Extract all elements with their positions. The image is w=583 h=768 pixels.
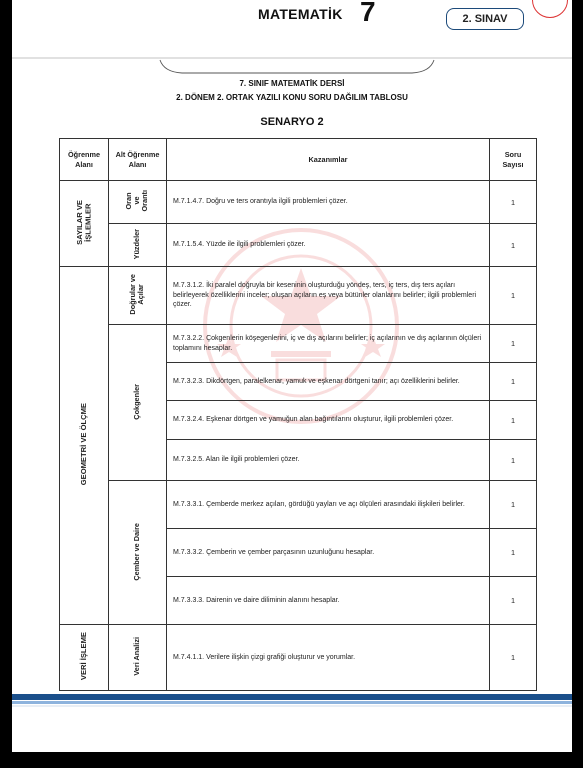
count-cell: 1 [490,625,537,691]
outcome-cell: M.7.4.1.1. Verilere ilişkin çizgi grafiği oluşturur ve yorumlar. [167,625,490,691]
sub-area-cell: Çember ve Daire [109,481,167,625]
outcome-cell: M.7.3.3.3. Dairenin ve daire diliminin alanını hesaplar. [167,577,490,625]
count-cell: 1 [490,577,537,625]
outcome-cell: M.7.1.5.4. Yüzde ile ilgili problemleri çözer. [167,224,490,267]
outcome-cell: M.7.3.2.5. Alan ile ilgili problemleri çözer. [167,440,490,481]
outcome-cell: M.7.3.2.3. Dikdörtgen, paralelkenar, yamuk ve eşkenar dörtgeni tanır; açı özelliklerini belirler. [167,363,490,401]
footer-band-pale [12,705,572,707]
table-row [60,181,537,224]
area-cell: SAYILAR VE İŞLEMLER [60,181,109,267]
grade-number: 7 [360,0,376,27]
col-header-sub-area: Alt Öğrenme Alanı [109,139,167,181]
count-cell: 1 [490,267,537,325]
sub-area-cell: Oran ve Orantı [109,181,167,224]
count-cell: 1 [490,481,537,529]
count-cell: 1 [490,440,537,481]
scenario-title: SENARYO 2 [260,116,324,128]
doc-title: 7. SINIF MATEMATİK DERSİ [239,79,345,88]
table-row [60,481,537,529]
count-cell: 1 [490,325,537,363]
table-row [60,267,537,325]
sub-area-cell: Veri Analizi [109,625,167,691]
table-row [60,625,537,691]
outcome-cell: M.7.3.3.1. Çemberde merkez açıları, gördüğü yayları ve açı ölçüleri arasındaki ilişkileri belirler. [167,481,490,529]
footer-band-light [12,701,572,704]
area-cell: VERİ İŞLEME [60,625,109,691]
subject-title: MATEMATİK [258,6,343,22]
table-row [60,325,537,363]
outcome-cell: M.7.3.2.2. Çokgenlerin köşegenlerini, iç ve dış açılarını belirler; iç açılarının ve dış açılarının ölçüleri toplamını hesaplar. [167,325,490,363]
footer-band [12,694,572,700]
table-row [60,224,537,267]
outcome-cell: M.7.3.2.4. Eşkenar dörtgen ve yamuğun alan bağıntılarını oluşturur, ilgili problemleri çözer. [167,401,490,440]
topic-distribution-table [59,138,537,691]
outcome-cell: M.7.3.3.2. Çemberin ve çember parçasının uzunluğunu hesaplar. [167,529,490,577]
table-header-row [60,139,537,181]
doc-subtitle: 2. DÖNEM 2. ORTAK YAZILI KONU SORU DAĞILIM TABLOSU [176,93,408,102]
document-page [12,0,572,752]
col-header-count: Soru Sayısı [490,139,537,181]
area-cell: GEOMETRİ VE ÖLÇME [60,267,109,625]
sub-area-cell: Yüzdeler [109,224,167,267]
count-cell: 1 [490,181,537,224]
col-header-outcomes: Kazanımlar [167,139,490,181]
count-cell: 1 [490,224,537,267]
header-frame [12,0,572,80]
exam-badge: 2. SINAV [446,8,524,30]
count-cell: 1 [490,363,537,401]
outcome-cell: M.7.3.1.2. İki paralel doğruyla bir keseninin oluşturduğu yöndeş, ters, iç ters, dış ters açıları belirleyerek özelliklerini inceler; oluşan açıların eş veya bütünler olanlarını belirler; ilgili problemleri çözer. [167,267,490,325]
sub-area-cell: Doğrular ve Açılar [109,267,167,325]
count-cell: 1 [490,401,537,440]
col-header-area: Öğrenme Alanı [60,139,109,181]
sub-area-cell: Çokgenler [109,325,167,481]
outcome-cell: M.7.1.4.7. Doğru ve ters orantıyla ilgili problemleri çözer. [167,181,490,224]
count-cell: 1 [490,529,537,577]
